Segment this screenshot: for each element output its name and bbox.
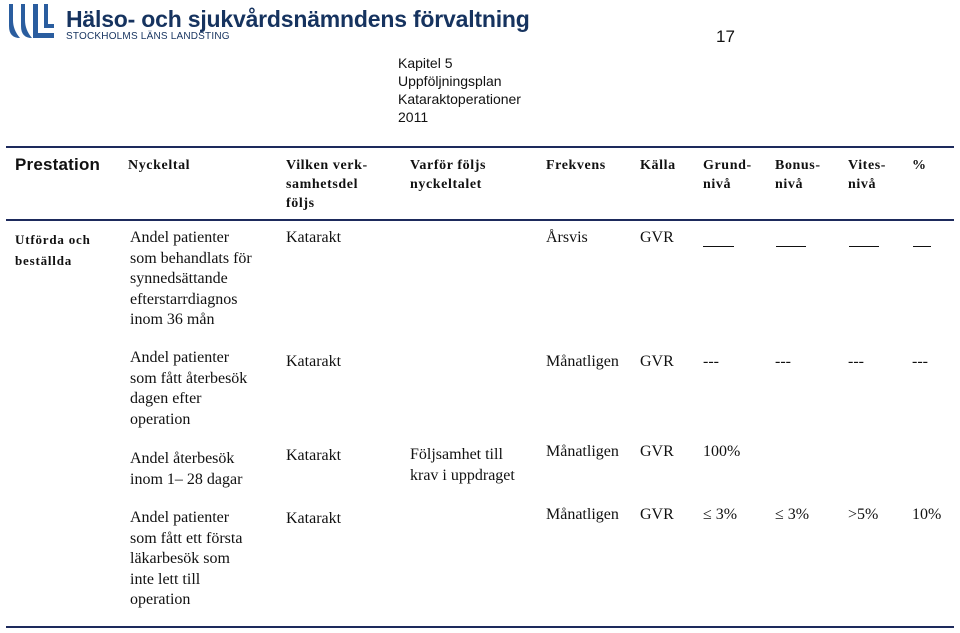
- row-2-frekvens: Månatligen: [546, 353, 619, 370]
- column-header-prestation: Prestation: [15, 155, 101, 174]
- chapter-label: Kapitel 5: [398, 55, 453, 71]
- row-1-grundniva-blank: [703, 232, 734, 247]
- row-1-bonusniva-blank: [776, 232, 806, 247]
- row-2-bonusniva: ---: [775, 353, 791, 370]
- area-label: Kataraktoperationer: [398, 91, 521, 107]
- row-2-kalla: GVR: [640, 353, 674, 370]
- row-3-verksamhet: Katarakt: [286, 447, 342, 464]
- column-header-grundniva: Grund- nivå: [703, 158, 752, 192]
- organization-name: Hälso- och sjukvårdsnämndens förvaltning: [66, 6, 530, 32]
- row-1-nyckeltal: Andel patienter som behandlats för synnedsättande efterstarrdiagnos inom 36 mån: [130, 229, 252, 328]
- row-1-procent-blank: [913, 232, 931, 247]
- column-header-nyckeltal: Nyckeltal: [128, 158, 191, 173]
- table-bottom-rule: [6, 626, 954, 628]
- row-1-frekvens: Årsvis: [546, 229, 588, 246]
- row-2-nyckeltal: Andel patienter som fått återbesök dagen efter operation: [130, 349, 248, 428]
- row-4-frekvens: Månatligen: [546, 506, 619, 523]
- row-3-nyckeltal: Andel återbesök inom 1– 28 dagar: [130, 450, 243, 488]
- row-4-kalla: GVR: [640, 506, 674, 523]
- row-4-nyckeltal: Andel patienter som fått ett första läkarbesök som inte lett till operation: [130, 509, 243, 608]
- header-logo: [6, 2, 566, 44]
- row-4-vitesniva: >5%: [848, 506, 879, 523]
- row-2-verksamhet: Katarakt: [286, 353, 342, 370]
- column-header-bonusniva: Bonus- nivå: [775, 158, 821, 192]
- row-2-grundniva: ---: [703, 353, 719, 370]
- document-meta: [398, 54, 521, 126]
- column-header-frekvens: Frekvens: [546, 158, 606, 173]
- plan-label: Uppföljningsplan: [398, 73, 502, 89]
- table-top-rule: [6, 146, 954, 148]
- column-header-kalla: Källa: [640, 158, 676, 173]
- column-header-vitesniva: Vites- nivå: [848, 158, 887, 192]
- row-3-grundniva: 100%: [703, 443, 741, 460]
- page-number: 17: [716, 27, 735, 46]
- row-4-verksamhet: Katarakt: [286, 510, 342, 527]
- column-header-varfor: Varför följs nyckeltalet: [410, 158, 487, 192]
- row-4-bonusniva: ≤ 3%: [775, 506, 810, 523]
- row-1-vitesniva-blank: [849, 232, 879, 247]
- council-name: STOCKHOLMS LÄNS LANDSTING: [66, 31, 230, 42]
- table-header-rule: [6, 219, 954, 221]
- row-4-procent: 10%: [912, 506, 942, 523]
- row-1-verksamhet: Katarakt: [286, 229, 342, 246]
- prestation-group-label: Utförda och beställda: [15, 232, 91, 268]
- row-1-kalla: GVR: [640, 229, 674, 246]
- row-3-frekvens: Månatligen: [546, 443, 619, 460]
- row-3-varfor: Följsamhet till krav i uppdraget: [410, 446, 515, 484]
- sll-logo-icon: [6, 2, 58, 42]
- year-label: 2011: [398, 109, 429, 125]
- row-4-grundniva: ≤ 3%: [703, 506, 738, 523]
- column-header-verksamhet: Vilken verk- samhetsdel följs: [286, 158, 368, 211]
- column-header-procent: %: [912, 158, 927, 173]
- row-3-kalla: GVR: [640, 443, 674, 460]
- row-2-vitesniva: ---: [848, 353, 864, 370]
- row-2-procent: ---: [912, 353, 928, 370]
